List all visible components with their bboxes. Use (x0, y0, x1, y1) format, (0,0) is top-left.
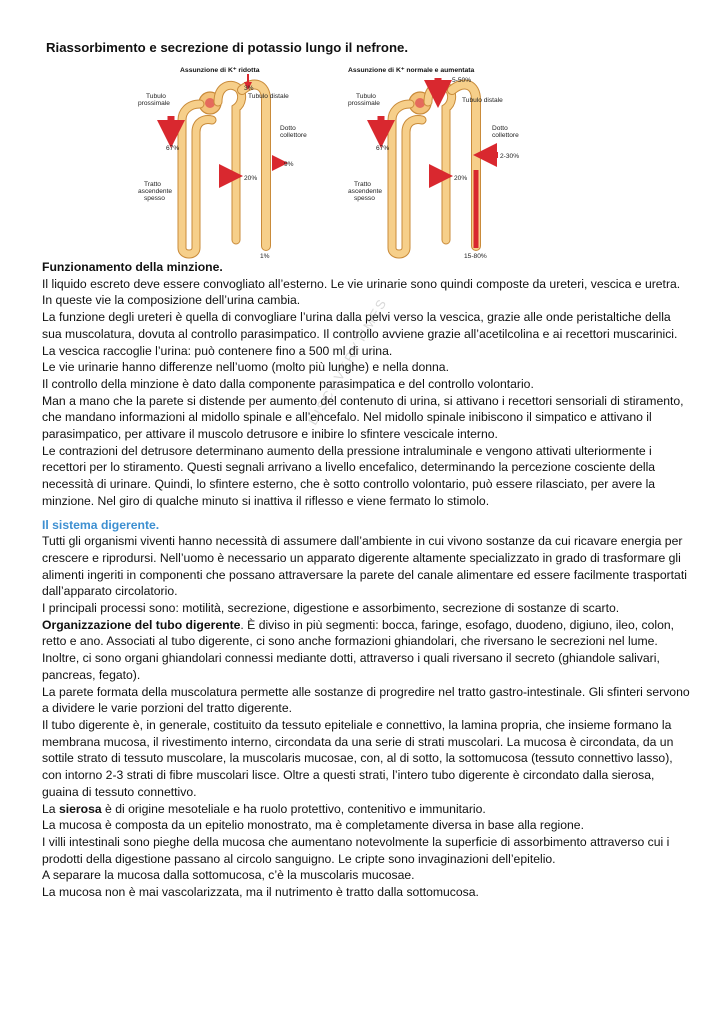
right-label-prox-1: Tubulo (356, 93, 376, 100)
sierosa-rest: è di origine mesoteliale e ha ruolo protettivo, contenitivo e immunitario. (101, 801, 486, 816)
paragraph-tubo-text: . È diviso in più segmenti: bocca, faringe, esofago, duodeno, digiuno, ileo, colon, retto e ano. Associati al tubo digerente, ci sono anche formazioni ghiandolari, che riversano le secrezioni nel lume. Inoltre, ci sono organi ghiandolari connessi mediante dotti, attraverso i quali riversano il secreto (ghiandole salivari, pancreas, fegato). (42, 617, 675, 682)
left-pct-loop: 20% (244, 175, 258, 182)
right-label-duct-2: collettore (492, 132, 519, 139)
paragraph: Man a mano che la parete si distende per aumento del contenuto di urina, si attivano i recettori sensoriali di stiramento, che mandano informazioni al midollo spinale e all’encefalo. Nel midollo spinale inibiscono il simpatico e attivano il parasimpatico, per attivare il muscolo detrusore e inibire lo sfintere vescicale interno. (42, 393, 684, 442)
left-label-distal: Tubulo distale (248, 93, 289, 100)
paragraph: A separare la mucosa dalla sottomucosa, c’è la muscolaris mucosae. (42, 868, 415, 883)
right-label-distal: Tubulo distale (462, 97, 503, 104)
right-pct-bottom: 15-80% (464, 253, 487, 260)
left-collecting-duct (242, 85, 266, 246)
paragraph: I principali processi sono: motilità, secrezione, digestione e assorbimento, secrezione di sostanze di scarto. (42, 601, 620, 616)
left-pct-duct: 9% (284, 161, 294, 168)
document-body (42, 259, 690, 901)
right-label-thick-1: Tratto (354, 181, 371, 188)
left-label-prox-1: Tubulo (146, 93, 166, 100)
paragraph-sierosa (42, 801, 690, 818)
right-label-thick-3: spesso (354, 195, 375, 202)
bold-term-tubo: Organizzazione del tubo digerente (42, 617, 241, 632)
left-label-duct-1: Dotto (280, 125, 296, 132)
left-distal-tubule (218, 85, 242, 240)
left-heading: Assunzione di K⁺ ridotta (180, 67, 260, 74)
paragraph: Tutti gli organismi viventi hanno necessità di assumere dall’ambiente in cui vivono sostanze da cui ricavare energia per crescere e riprodursi. Nell’uomo è necessario un apparato digerente altamente specializzato in grado di trasformare gli alimenti ingeriti in componenti che possano attraversare la parete del canale alimentare ed essere facilmente trasportati dall’apparato circolatorio. (42, 534, 687, 599)
left-label-thick-1: Tratto (144, 181, 161, 188)
paragraph: La mucosa non è mai vascolarizzata, ma il nutrimento è tratto dalla sottomucosa. (42, 885, 479, 900)
right-label-thick-2: ascendente (348, 188, 383, 195)
paragraph: Le vie urinarie hanno differenze nell’uomo (molto più lunghe) e nella donna. (42, 360, 449, 375)
nephron-potassium-figure (130, 60, 560, 260)
paragraph: I villi intestinali sono pieghe della mucosa che aumentano notevolmente la superficie di assorbimento attraverso cui i prodotti della digestione passano al circolo sanguigno. Le cripte sono invaginazioni dell’epitelio. (42, 834, 670, 866)
bold-term-sierosa: sierosa (58, 801, 102, 816)
left-glomerulus-core (205, 98, 215, 108)
paragraph: La mucosa è composta da un epitelio monostrato, ma è completamente diversa in base alla regione. (42, 818, 584, 833)
right-distal-tubule (428, 85, 452, 240)
right-heading: Assunzione di K⁺ normale e aumentata (348, 67, 475, 74)
paragraph: La parete formata della muscolatura permette alle sostanze di progredire nel tratto gastro-intestinale. Gli sfinteri servono a dividere le varie porzioni del tratto digerente. (42, 684, 690, 716)
left-label-thick-3: spesso (144, 195, 165, 202)
left-pct-prox: 67% (166, 145, 180, 152)
page-title: Riassorbimento e secrezione di potassio lungo il nefrone. (46, 40, 408, 55)
paragraph: Le contrazioni del detrusore determinano aumento della pressione intraluminale e vengono attivati ulteriormente i recettori per lo stiramento. Questi segnali arrivano a livello encefalico, determinando la percezione cosciente della necessità di urinare. Quindi, lo sfintere esterno, che è sotto controllo volontario, può essere rilasciato, per avere la minzione. Nel giro di qualche minuto si inattiva il riflesso e viene fermato lo stimolo. (42, 443, 656, 508)
sierosa-pre: La (42, 801, 59, 816)
nephron-right-panel (348, 67, 519, 260)
right-pct-loop: 20% (454, 175, 468, 182)
paragraph: La funzione degli ureteri è quella di convogliare l’urina dalla pelvi verso la vescica, grazie alle onde peristaltiche della sua muscolatura, dovuta al controllo parasimpatico. Il controllo avviene grazie all’acetilcolina e ai recettori muscarinici. La vescica raccoglie l’urina: può contenere fino a 500 ml di urina. (42, 310, 678, 358)
paragraph: Il tubo digerente è, in generale, costituito da tessuto epiteliale e connettivo, la lamina propria, che insieme formano la membrana mucosa, il rivestimento interno, circondata da una serie di strati muscolari. La mucosa è circondata, da un sottile strato di tessuto muscolare, la muscolaris mucosae, con, al di sotto, la sottomucosa (tessuto connettivo lasso), con intorno 2-3 strati di fibre muscolari lisce. Oltre a questi strati, l’intero tubo digerente è circondato dalla sierosa, guaina di tessuto connettivo. (42, 717, 674, 799)
left-pct-bottom: 1% (260, 253, 270, 260)
right-label-duct-1: Dotto (492, 125, 508, 132)
left-label-thick-2: ascendente (138, 188, 173, 195)
paragraph-tubo (42, 617, 690, 684)
right-glomerulus-core (415, 98, 425, 108)
heading-minzione: Funzionamento della minzione. (42, 260, 223, 274)
right-pct-prox: 67% (376, 145, 390, 152)
heading-sistema-digerente: Il sistema digerente. (42, 517, 160, 532)
left-pct-top: 3% (244, 85, 254, 92)
paragraph: Il controllo della minzione è dato dalla componente parasimpatica e del controllo volontario. (42, 376, 534, 391)
nephron-diagram-svg (130, 60, 560, 260)
left-label-prox-2: prossimale (138, 100, 170, 107)
right-pct-duct: 2-30% (500, 153, 520, 160)
right-label-prox-2: prossimale (348, 100, 380, 107)
nephron-left-panel (138, 67, 307, 260)
right-collecting-duct (452, 85, 476, 246)
paragraph: Il liquido escreto deve essere convogliato all’esterno. Le vie urinarie sono quindi composte da ureteri, vescica e uretra. In queste vie la composizione dell’urina cambia. (42, 276, 681, 308)
right-pct-top: 5-50% (452, 77, 472, 84)
watermark: DISCOVERYTIMES (305, 295, 391, 428)
left-label-duct-2: collettore (280, 132, 307, 139)
